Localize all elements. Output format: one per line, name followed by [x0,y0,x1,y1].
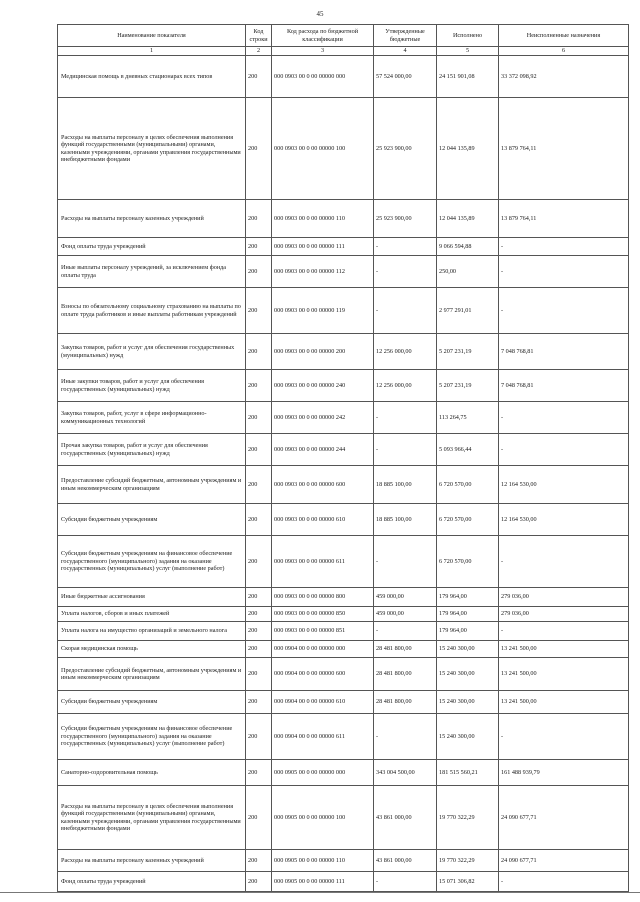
row-line-code: 200 [246,588,272,607]
row-unexecuted: 7 048 768,81 [499,334,629,370]
row-approved: 343 004 500,00 [374,760,437,786]
column-number: 4 [374,47,437,56]
row-executed: 6 720 570,00 [437,536,499,588]
header-line-code: Код строки [246,25,272,47]
row-name: Фонд оплаты труда учреждений [58,238,246,256]
row-line-code: 200 [246,850,272,872]
row-unexecuted: - [499,622,629,641]
row-name: Субсидии бюджетным учреждениям [58,691,246,714]
row-line-code: 200 [246,760,272,786]
row-approved: - [374,402,437,434]
table-row [58,786,629,850]
row-line-code: 200 [246,786,272,850]
table-row [58,588,629,607]
column-number: 5 [437,47,499,56]
row-name: Закупка товаров, работ и услуг для обеспечения государственных (муниципальных) нужд [58,334,246,370]
table-row [58,238,629,256]
row-name: Иные закупки товаров, работ и услуг для обеспечения государственных (муниципальных) нужд [58,370,246,402]
row-expense-code: 000 0903 00 0 00 00000 110 [272,200,374,238]
budget-execution-table [57,24,629,892]
row-unexecuted: - [499,536,629,588]
table-row [58,622,629,641]
table-row [58,370,629,402]
row-name: Расходы на выплаты персоналу казенных учреждений [58,200,246,238]
table-row [58,760,629,786]
row-approved: 25 923 900,00 [374,98,437,200]
row-expense-code: 000 0903 00 0 00 00000 244 [272,434,374,466]
row-expense-code: 000 0904 00 0 00 00000 600 [272,658,374,691]
row-unexecuted: 24 090 677,71 [499,786,629,850]
row-executed: 5 207 231,19 [437,370,499,402]
table-row [58,402,629,434]
table-row [58,691,629,714]
table-row [58,872,629,892]
row-executed: 179 964,00 [437,588,499,607]
row-approved: 28 481 800,00 [374,658,437,691]
row-line-code: 200 [246,402,272,434]
row-unexecuted: - [499,238,629,256]
row-line-code: 200 [246,334,272,370]
row-expense-code: 000 0904 00 0 00 00000 611 [272,714,374,760]
table-row [58,288,629,334]
table-row [58,504,629,536]
row-expense-code: 000 0905 00 0 00 00000 111 [272,872,374,892]
row-unexecuted: - [499,714,629,760]
row-unexecuted: 33 372 098,92 [499,56,629,98]
column-number: 6 [499,47,629,56]
row-approved: 18 885 100,00 [374,466,437,504]
row-approved: 43 861 000,00 [374,850,437,872]
row-executed: 179 964,00 [437,622,499,641]
column-number: 3 [272,47,374,56]
row-approved: - [374,714,437,760]
row-line-code: 200 [246,536,272,588]
row-line-code: 200 [246,238,272,256]
row-line-code: 200 [246,691,272,714]
row-executed: 250,00 [437,256,499,288]
row-expense-code: 000 0904 00 0 00 00000 000 [272,641,374,658]
row-executed: 5 207 231,19 [437,334,499,370]
row-approved: - [374,622,437,641]
row-expense-code: 000 0903 00 0 00 00000 100 [272,98,374,200]
table-row [58,56,629,98]
row-expense-code: 000 0904 00 0 00 00000 610 [272,691,374,714]
row-name: Субсидии бюджетным учреждениям на финансовое обеспечение государственного (муниципального) задания на оказание государственных (муниципальных) услуг (выполнение работ) [58,536,246,588]
row-approved: - [374,434,437,466]
row-approved: 12 256 000,00 [374,334,437,370]
row-executed: 19 770 322,29 [437,786,499,850]
header-unexecuted: Неисполненные назначения [499,25,629,47]
row-line-code: 200 [246,622,272,641]
row-line-code: 200 [246,288,272,334]
row-approved: 12 256 000,00 [374,370,437,402]
table-row [58,607,629,622]
header-indicator-name: Наименование показателя [58,25,246,47]
row-expense-code: 000 0903 00 0 00 00000 111 [272,238,374,256]
header-expense-code: Код расхода по бюджетной классификации [272,25,374,47]
row-approved: - [374,288,437,334]
row-unexecuted: 279 036,00 [499,588,629,607]
row-line-code: 200 [246,98,272,200]
row-unexecuted: - [499,402,629,434]
row-unexecuted: 12 164 530,00 [499,504,629,536]
row-executed: 2 977 291,01 [437,288,499,334]
row-unexecuted: 13 241 500,00 [499,658,629,691]
row-name: Уплата налогов, сборов и иных платежей [58,607,246,622]
row-line-code: 200 [246,200,272,238]
row-unexecuted: 13 879 764,11 [499,200,629,238]
row-name: Фонд оплаты труда учреждений [58,872,246,892]
row-approved: - [374,238,437,256]
row-executed: 12 044 135,89 [437,98,499,200]
row-name: Медицинская помощь в дневных стационарах всех типов [58,56,246,98]
table-row [58,98,629,200]
row-line-code: 200 [246,641,272,658]
row-line-code: 200 [246,256,272,288]
row-unexecuted: 279 036,00 [499,607,629,622]
row-executed: 5 093 966,44 [437,434,499,466]
row-expense-code: 000 0903 00 0 00 00000 240 [272,370,374,402]
row-name: Уплата налога на имущество организаций и земельного налога [58,622,246,641]
row-unexecuted: - [499,434,629,466]
row-expense-code: 000 0903 00 0 00 00000 600 [272,466,374,504]
row-unexecuted: 13 879 764,11 [499,98,629,200]
row-name: Расходы на выплаты персоналу казенных учреждений [58,850,246,872]
row-line-code: 200 [246,607,272,622]
row-unexecuted: 24 090 677,71 [499,850,629,872]
row-approved: 28 481 800,00 [374,641,437,658]
column-number: 1 [58,47,246,56]
row-expense-code: 000 0905 00 0 00 00000 110 [272,850,374,872]
page-number: 45 [316,10,324,18]
table-row [58,200,629,238]
row-expense-code: 000 0903 00 0 00 00000 119 [272,288,374,334]
row-expense-code: 000 0905 00 0 00 00000 100 [272,786,374,850]
row-unexecuted: 13 241 500,00 [499,691,629,714]
row-expense-code: 000 0903 00 0 00 00000 610 [272,504,374,536]
table-row [58,658,629,691]
row-name: Предоставление субсидий бюджетным, автономным учреждениям и иным некоммерческим организациям [58,466,246,504]
row-name: Расходы на выплаты персоналу в целях обеспечения выполнения функций государственными (муниципальными) органами, казенными учреждениями, органами управления государственными внебюджетными фондами [58,98,246,200]
row-executed: 181 515 560,21 [437,760,499,786]
row-name: Санаторно-оздоровительная помощь [58,760,246,786]
row-line-code: 200 [246,714,272,760]
row-executed: 15 240 300,00 [437,691,499,714]
table-row [58,256,629,288]
row-approved: 28 481 800,00 [374,691,437,714]
row-approved: - [374,256,437,288]
header-executed: Исполнено [437,25,499,47]
row-executed: 6 720 570,00 [437,504,499,536]
row-unexecuted: 7 048 768,81 [499,370,629,402]
row-name: Расходы на выплаты персоналу в целях обеспечения выполнения функций государственными (муниципальными) органами, казенными учреждениями, органами управления государственными внебюджетными фондами [58,786,246,850]
row-line-code: 200 [246,658,272,691]
row-line-code: 200 [246,434,272,466]
table-row [58,334,629,370]
page-bottom-rule [0,892,640,893]
row-approved: 459 000,00 [374,607,437,622]
row-line-code: 200 [246,466,272,504]
table-row [58,466,629,504]
row-line-code: 200 [246,56,272,98]
table-row [58,850,629,872]
row-name: Субсидии бюджетным учреждениям [58,504,246,536]
column-number: 2 [246,47,272,56]
header-approved: Утвержденные бюджетные [374,25,437,47]
row-executed: 15 240 300,00 [437,714,499,760]
row-expense-code: 000 0905 00 0 00 00000 000 [272,760,374,786]
row-name: Скорая медицинская помощь [58,641,246,658]
table-row [58,536,629,588]
row-name: Взносы по обязательному социальному страхованию на выплаты по оплате труда работников и иные выплаты работникам учреждений [58,288,246,334]
row-executed: 15 240 300,00 [437,641,499,658]
row-executed: 15 240 300,00 [437,658,499,691]
table-row [58,641,629,658]
row-unexecuted: 13 241 500,00 [499,641,629,658]
row-expense-code: 000 0903 00 0 00 00000 800 [272,588,374,607]
row-executed: 24 151 901,08 [437,56,499,98]
row-name: Закупка товаров, работ, услуг в сфере информационно-коммуникационных технологий [58,402,246,434]
row-expense-code: 000 0903 00 0 00 00000 850 [272,607,374,622]
row-executed: 19 770 322,29 [437,850,499,872]
row-expense-code: 000 0903 00 0 00 00000 000 [272,56,374,98]
row-executed: 179 964,00 [437,607,499,622]
row-executed: 15 071 306,82 [437,872,499,892]
row-expense-code: 000 0903 00 0 00 00000 851 [272,622,374,641]
row-line-code: 200 [246,872,272,892]
row-name: Предоставление субсидий бюджетным, автономным учреждениям и иным некоммерческим организациям [58,658,246,691]
row-name: Прочая закупка товаров, работ и услуг для обеспечения государственных (муниципальных) нужд [58,434,246,466]
row-unexecuted: - [499,256,629,288]
row-executed: 12 044 135,89 [437,200,499,238]
row-unexecuted: 12 164 530,00 [499,466,629,504]
row-line-code: 200 [246,370,272,402]
row-expense-code: 000 0903 00 0 00 00000 112 [272,256,374,288]
row-name: Иные бюджетные ассигнования [58,588,246,607]
row-unexecuted: - [499,288,629,334]
row-approved: - [374,536,437,588]
row-executed: 113 264,75 [437,402,499,434]
row-expense-code: 000 0903 00 0 00 00000 200 [272,334,374,370]
row-expense-code: 000 0903 00 0 00 00000 242 [272,402,374,434]
row-approved: - [374,872,437,892]
row-approved: 43 861 000,00 [374,786,437,850]
row-approved: 18 885 100,00 [374,504,437,536]
row-approved: 25 923 900,00 [374,200,437,238]
row-executed: 9 066 594,88 [437,238,499,256]
row-unexecuted: 161 488 939,79 [499,760,629,786]
table-row [58,434,629,466]
row-name: Иные выплаты персоналу учреждений, за исключением фонда оплаты труда [58,256,246,288]
row-approved: 459 000,00 [374,588,437,607]
row-line-code: 200 [246,504,272,536]
row-unexecuted: - [499,872,629,892]
row-name: Субсидии бюджетным учреждениям на финансовое обеспечение государственного (муниципального) задания на оказание государственных (муниципальных) услуг (выполнение работ) [58,714,246,760]
row-executed: 6 720 570,00 [437,466,499,504]
table-row [58,714,629,760]
row-expense-code: 000 0903 00 0 00 00000 611 [272,536,374,588]
row-approved: 57 524 000,00 [374,56,437,98]
